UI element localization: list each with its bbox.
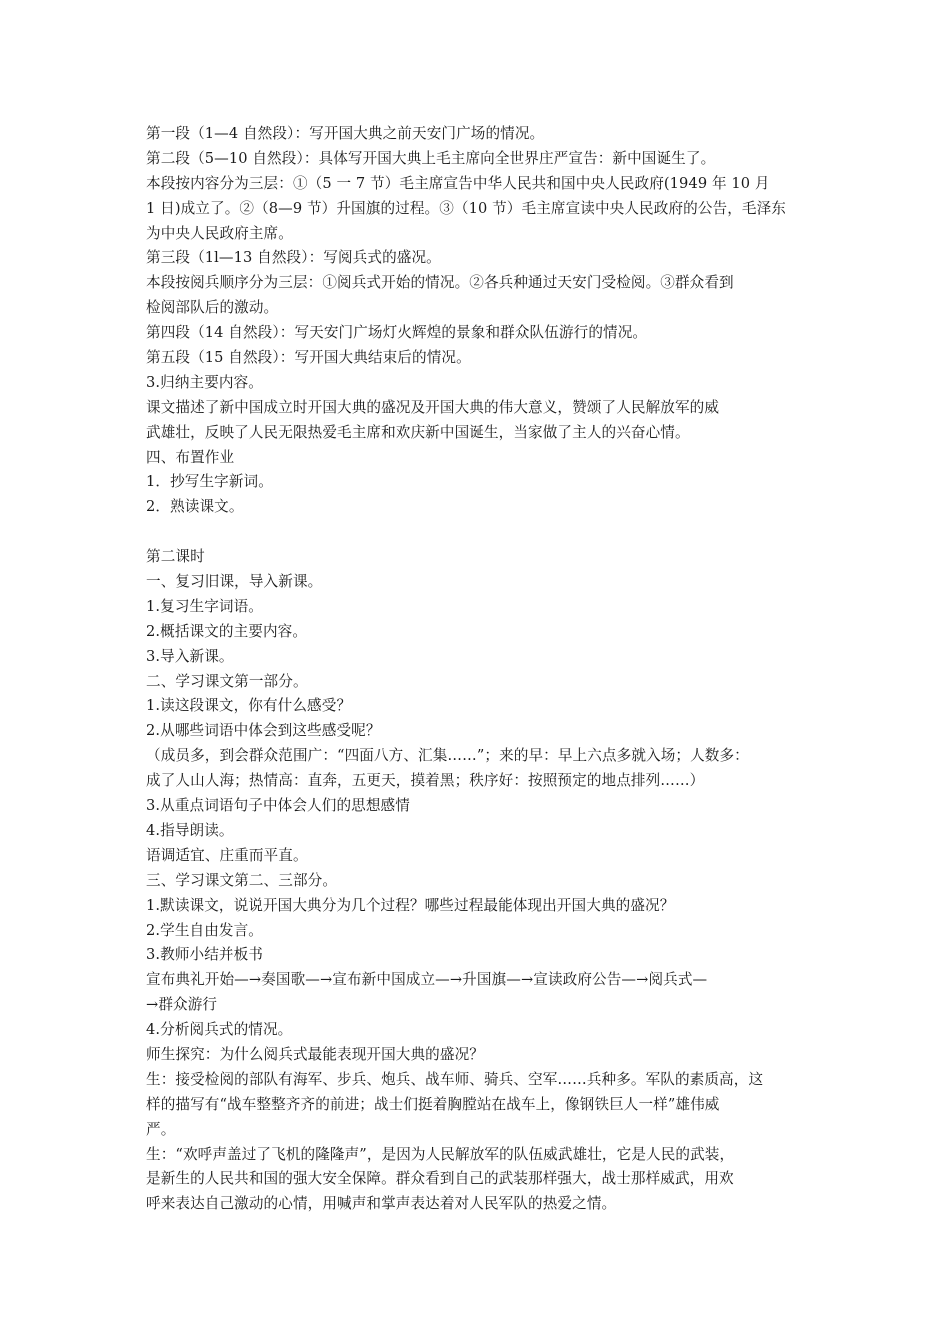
text-line: 3.教师小结并板书 — [146, 946, 263, 964]
section-heading: 二、学习课文第一部分。 — [146, 672, 308, 690]
section-heading: 第二课时 — [146, 548, 205, 566]
section-heading: 四、布置作业 — [146, 448, 235, 466]
text-line: 本段按内容分为三层：①（5 一 7 节）毛主席宣告中华人民共和国中央人民政府(1949 年 10 月 — [146, 174, 770, 192]
section-heading: 三、学习课文第二、三部分。 — [146, 871, 338, 889]
text-line: 1.复习生字词语。 — [146, 597, 263, 615]
text-line: 2.学生自由发言。 — [146, 921, 263, 939]
text-line: 呼来表达自己激动的心情，用喊声和掌声表达着对人民军队的热爱之情。 — [146, 1195, 617, 1213]
text-line: 样的描写有“战车整整齐齐的前进；战士们挺着胸膛站在战车上，像钢铁巨人一样”雄伟威 — [146, 1095, 720, 1113]
text-line: 第五段（15 自然段）：写开国大典结束后的情况。 — [146, 349, 471, 367]
text-line: 师生探究：为什么阅兵式最能表现开国大典的盛况？ — [146, 1045, 484, 1063]
text-line: 成了人山人海；热情高：直奔，五更天，摸着黑；秩序好：按照预定的地点排列……） — [146, 772, 705, 790]
text-line: 1．抄写生字新词。 — [146, 473, 273, 491]
text-line: 严。 — [146, 1120, 176, 1138]
text-line: 3.导入新课。 — [146, 647, 234, 665]
text-line: 3.归纳主要内容。 — [146, 373, 263, 391]
text-line: 生：“欢呼声盖过了飞机的隆隆声”，是因为人民解放军的队伍威武雄壮，它是人民的武装， — [146, 1145, 735, 1163]
text-line: 第一段（1—4 自然段）：写开国大典之前天安门广场的情况。 — [146, 125, 545, 142]
text-line: 2.从哪些词语中体会到这些感受呢？ — [146, 722, 381, 740]
text-line: →群众游行 — [146, 996, 218, 1014]
text-line: 第三段（1l—13 自然段）：写阅兵式的盛况。 — [146, 249, 441, 267]
text-line: 生：接受检阅的部队有海军、步兵、炮兵、战车师、骑兵、空军……兵种多。军队的素质高，这 — [146, 1070, 764, 1088]
text-line: 4.分析阅兵式的情况。 — [146, 1021, 293, 1039]
text-line: 检阅部队后的激动。 — [146, 299, 279, 317]
blank-line — [146, 520, 816, 545]
text-line: （成员多，到会群众范围广：“四面八方、汇集……”；来的早：早上六点多就入场；人数多： — [146, 747, 749, 765]
text-line: 武雄壮，反映了人民无限热爱毛主席和欢庆新中国诞生，当家做了主人的兴奋心情。 — [146, 423, 690, 441]
text-line: 2．熟读课文。 — [146, 498, 244, 516]
text-line: 课文描述了新中国成立时开国大典的盛况及开国大典的伟大意义，赞颂了人民解放军的威 — [146, 398, 720, 416]
text-line: 4.指导朗读。 — [146, 821, 234, 839]
text-line: 3.从重点词语句子中体会人们的思想感情 — [146, 797, 410, 815]
text-line: 2.概括课文的主要内容。 — [146, 622, 308, 640]
section-heading: 一、复习旧课，导入新课。 — [146, 573, 323, 591]
text-line: 为中央人民政府主席。 — [146, 224, 293, 242]
text-line: 宣布典礼开始—→奏国歌—→宣布新中国成立—→升国旗—→宣读政府公告—→阅兵式— — [146, 971, 708, 989]
document-body — [146, 122, 816, 1217]
text-line: 1.默读课文，说说开国大典分为几个过程？哪些过程最能体现出开国大典的盛况？ — [146, 896, 675, 914]
text-line: 第二段（5—10 自然段）：具体写开国大典上毛主席向全世界庄严宣告：新中国诞生了。 — [146, 149, 716, 167]
text-line: 语调适宜、庄重而平直。 — [146, 846, 308, 864]
text-line: 1.读这段课文，你有什么感受？ — [146, 697, 352, 715]
text-line: 第四段（14 自然段）：写天安门广场灯火辉煌的景象和群众队伍游行的情况。 — [146, 324, 648, 342]
text-line: 1 日)成立了。②（8—9 节）升国旗的过程。③（10 节）毛主席宣读中央人民政府的公告，毛泽东 — [146, 199, 786, 217]
text-line: 本段按阅兵顺序分为三层：①阅兵式开始的情况。②各兵种通过天安门受检阅。③群众看到 — [146, 274, 734, 292]
text-line: 是新生的人民共和国的强大安全保障。群众看到自己的武装那样强大，战士那样威武，用欢 — [146, 1170, 734, 1188]
